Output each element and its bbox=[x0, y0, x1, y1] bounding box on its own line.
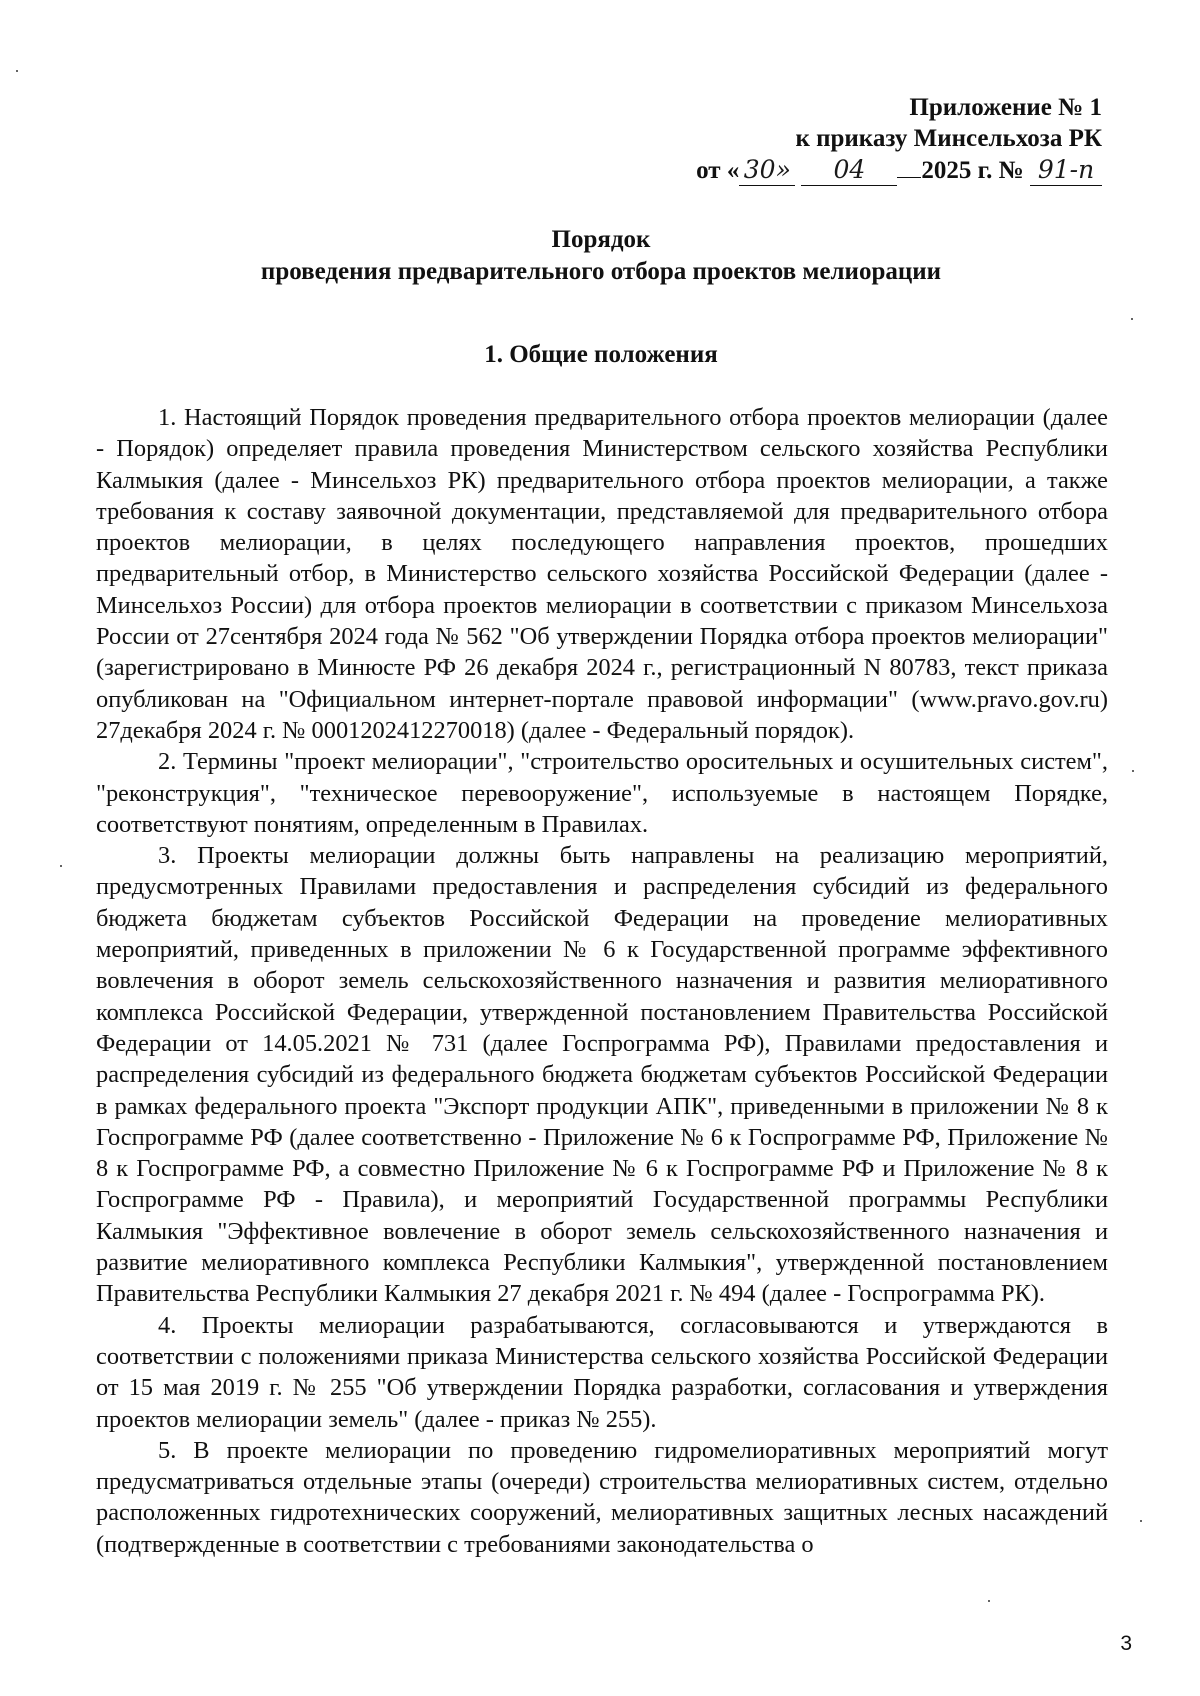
scan-speck bbox=[60, 865, 62, 867]
appendix-date-line bbox=[696, 154, 1102, 186]
scan-speck bbox=[988, 1600, 990, 1602]
paragraph-1: 1. Настоящий Порядок проведения предварительного отбора проектов мелиорации (далее - Порядок) определяет правила проведения Министерством сельского хозяйства Республики Калмыкия (далее - Минсельхоз РК) предварительного отбора проектов мелиорации, а также требования к составу заявочной документации, представляемой для предварительного отбора проектов мелиорации, в целях последующего направления проектов, прошедших предварительный отбор, в Министерство сельского хозяйства Российской Федерации (далее - Минсельхоз России) для отбора проектов мелиорации в соответствии с приказом Минсельхоза России от 27сентября 2024 года № 562 "Об утверждении Порядка отбора проектов мелиорации" (зарегистрировано в Минюсте РФ 26 декабря 2024 г., регистрационный N 80783, текст приказа опубликован на "Официальном интернет-портале правовой информации" (www.pravo.gov.ru) 27декабря 2024 г. № 0001202412270018) (далее - Федеральный порядок). bbox=[96, 404, 1108, 744]
scan-speck bbox=[1131, 318, 1133, 320]
handwritten-month: 04 bbox=[801, 154, 897, 186]
paragraph-5: 5. В проекте мелиорации по проведению гидромелиоративных мероприятий могут предусматриваться отдельные этапы (очереди) строительства мелиоративных систем, отдельно расположенных гидротехнических сооружений, мелиоративных защитных лесных насаждений (подтвержденные в соответствии с требованиями законодательства о bbox=[96, 1436, 1108, 1558]
handwritten-order-number: 91-п bbox=[1030, 154, 1102, 186]
appendix-number: Приложение № 1 bbox=[909, 94, 1102, 121]
appendix-order-ref: к приказу Минсельхоза РК bbox=[795, 125, 1102, 152]
appendix-header bbox=[696, 92, 1102, 186]
section-heading: 1. Общие положения bbox=[484, 341, 718, 368]
title-line-2: проведения предварительного отбора проектов мелиорации bbox=[260, 258, 942, 285]
scan-speck bbox=[16, 70, 18, 72]
date-prefix: от « bbox=[696, 157, 740, 184]
scan-speck bbox=[1140, 1520, 1142, 1522]
paragraph-4: 4. Проекты мелиорации разрабатываются, согласовываются и утверждаются в соответствии с положениями приказа Министерства сельского хозяйства Российской Федерации от 15 мая 2019 г. № 255 "Об утверждении Порядка разработки, согласования и утверждения проектов мелиорации земель" (далее - приказ № 255). bbox=[96, 1311, 1108, 1433]
handwritten-day: 30» bbox=[739, 154, 795, 186]
date-underline bbox=[897, 177, 921, 178]
document-body bbox=[96, 402, 1108, 1560]
title-line-1: Порядок bbox=[551, 226, 651, 253]
document-title bbox=[96, 224, 1106, 288]
date-year: 2025 г. № bbox=[921, 157, 1024, 184]
paragraph-3: 3. Проекты мелиорации должны быть направлены на реализацию мероприятий, предусмотренных Правилами предоставления и распределения субсидий из федерального бюджета бюджетам субъектов Российской Федерации на проведение мелиоративных мероприятий, приведенных в приложении № 6 к Государственной программе эффективного вовлечения в оборот земель сельскохозяйственного назначения и развития мелиоративного комплекса Российской Федерации, утвержденной постановлением Правительства Российской Федерации от 14.05.2021 № 731 (далее Госпрограмма РФ), Правилами предоставления и распределения субсидий из федерального бюджета бюджетам субъектов Российской Федерации в рамках федерального проекта "Экспорт продукции АПК", приведенными в приложении № 8 к Госпрограмме РФ (далее соответственно - Приложение № 6 к Госпрограмме РФ, Приложение № 8 к Госпрограмме РФ, а совместно Приложение № 6 к Госпрограмме РФ и Приложение № 8 к Госпрограмме РФ - Правила), и мероприятий Государственной программы Республики Калмыкия "Эффективное вовлечение в оборот земель сельскохозяйственного назначения и развитие мелиоративного комплекса Республики Калмыкия", утвержденной постановлением Правительства Республики Калмыкия 27 декабря 2021 г. № 494 (далее - Госпрограмма РК). bbox=[96, 842, 1108, 1308]
paragraph-2: 2. Термины "проект мелиорации", "строительство оросительных и осушительных систем", "реконструкция", "техническое перевооружение", используемые в настоящем Порядке, соответствуют понятиям, определенным в Правилах. bbox=[96, 748, 1108, 838]
page-number: 3 bbox=[1120, 1632, 1132, 1655]
scan-speck bbox=[1132, 770, 1134, 772]
